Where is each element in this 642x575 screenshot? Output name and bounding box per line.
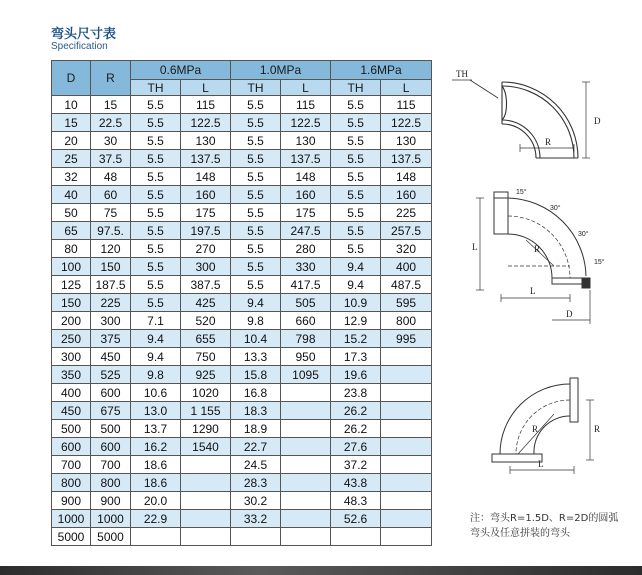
table-row xyxy=(52,132,432,150)
table-cell: 925 xyxy=(181,366,231,384)
table-cell: 5.5 xyxy=(331,186,381,204)
table-cell: 900 xyxy=(91,492,131,510)
table-cell: 40 xyxy=(52,186,91,204)
table-cell: 22.5 xyxy=(91,114,131,132)
table-cell: 1095 xyxy=(281,366,331,384)
label-r: R xyxy=(534,244,541,254)
table-cell xyxy=(381,438,432,456)
table-cell: 122.5 xyxy=(381,114,432,132)
table-cell: 520 xyxy=(181,312,231,330)
table-cell: 5.5 xyxy=(331,114,381,132)
table-row xyxy=(52,114,432,132)
table-cell: 5.5 xyxy=(231,96,281,114)
table-cell: 160 xyxy=(181,186,231,204)
table-cell: 5.5 xyxy=(331,168,381,186)
header-d: D xyxy=(52,61,91,96)
label-d: D xyxy=(566,309,573,319)
flanged-elbow-side-diagram xyxy=(470,370,620,480)
table-cell: 7.1 xyxy=(131,312,181,330)
table-cell: 23.8 xyxy=(331,384,381,402)
table-cell: 595 xyxy=(381,294,432,312)
table-cell xyxy=(181,456,231,474)
table-cell: 9.4 xyxy=(331,258,381,276)
table-cell: 25 xyxy=(52,150,91,168)
label-r-inner: R xyxy=(532,424,539,434)
table-cell: 270 xyxy=(181,240,231,258)
table-cell: 798 xyxy=(281,330,331,348)
table-cell: 50 xyxy=(52,204,91,222)
table-cell: 5.5 xyxy=(131,204,181,222)
table-cell: 97.5. xyxy=(91,222,131,240)
table-cell: 15 xyxy=(91,96,131,114)
table-cell: 15.2 xyxy=(331,330,381,348)
table-cell: 148 xyxy=(181,168,231,186)
table-cell xyxy=(331,528,381,546)
table-cell: 225 xyxy=(91,294,131,312)
table-row xyxy=(52,474,432,492)
table-cell: 655 xyxy=(181,330,231,348)
table-row xyxy=(52,186,432,204)
table-cell: 9.8 xyxy=(231,312,281,330)
table-cell: 5.5 xyxy=(131,222,181,240)
table-cell: 60 xyxy=(91,186,131,204)
table-cell: 100 xyxy=(52,258,91,276)
angle-label: 15° xyxy=(594,259,605,266)
table-cell xyxy=(281,474,331,492)
table-cell xyxy=(181,528,231,546)
table-cell: 175 xyxy=(281,204,331,222)
table-cell: 175 xyxy=(181,204,231,222)
table-cell: 13.0 xyxy=(131,402,181,420)
table-cell: 200 xyxy=(52,312,91,330)
table-cell: 5.5 xyxy=(231,114,281,132)
table-cell: 400 xyxy=(381,258,432,276)
header-row xyxy=(52,61,432,80)
table-row xyxy=(52,258,432,276)
label-l-left: L xyxy=(472,242,478,252)
header-group-1.6mpa: 1.6MPa xyxy=(331,61,432,80)
table-cell: 130 xyxy=(281,132,331,150)
table-cell xyxy=(381,528,432,546)
table-cell: 5.5 xyxy=(131,168,181,186)
table-cell: 5000 xyxy=(91,528,131,546)
subheader-th: TH xyxy=(131,80,181,96)
table-cell: 22.9 xyxy=(131,510,181,528)
table-cell: 18.6 xyxy=(131,474,181,492)
table-cell xyxy=(381,348,432,366)
table-cell: 600 xyxy=(91,438,131,456)
table-cell: 1290 xyxy=(181,420,231,438)
table-cell: 12.9 xyxy=(331,312,381,330)
angle-label: 30° xyxy=(550,205,561,212)
table-cell: 18.9 xyxy=(231,420,281,438)
table-cell xyxy=(381,366,432,384)
table-cell: 1540 xyxy=(181,438,231,456)
table-cell xyxy=(381,384,432,402)
table-cell: 5.5 xyxy=(131,96,181,114)
table-cell: 5.5 xyxy=(331,96,381,114)
table-cell: 350 xyxy=(52,366,91,384)
table-cell: 27.6 xyxy=(331,438,381,456)
table-cell: 18.6 xyxy=(131,456,181,474)
table-cell xyxy=(381,402,432,420)
table-row xyxy=(52,204,432,222)
table-cell: 130 xyxy=(381,132,432,150)
subheader-th: TH xyxy=(231,80,281,96)
table-cell xyxy=(281,402,331,420)
table-row xyxy=(52,222,432,240)
table-row xyxy=(52,96,432,114)
subheader-th: TH xyxy=(331,80,381,96)
header-group-0.6mpa: 0.6MPa xyxy=(131,61,231,80)
table-cell: 122.5 xyxy=(281,114,331,132)
table-cell: 17.3 xyxy=(331,348,381,366)
table-cell: 120 xyxy=(91,240,131,258)
table-cell xyxy=(381,492,432,510)
table-cell: 700 xyxy=(91,456,131,474)
table-cell: 125 xyxy=(52,276,91,294)
table-cell: 30 xyxy=(91,132,131,150)
table-row xyxy=(52,366,432,384)
table-cell: 13.3 xyxy=(231,348,281,366)
table-cell: 15 xyxy=(52,114,91,132)
table-cell: 5.5 xyxy=(231,276,281,294)
table-cell: 5.5 xyxy=(331,222,381,240)
table-cell: 5.5 xyxy=(131,276,181,294)
table-cell xyxy=(281,384,331,402)
table-cell: 137.5 xyxy=(181,150,231,168)
table-cell: 500 xyxy=(91,420,131,438)
table-cell: 48 xyxy=(91,168,131,186)
table-cell: 160 xyxy=(381,186,432,204)
table-cell: 500 xyxy=(52,420,91,438)
table-cell: 37.5 xyxy=(91,150,131,168)
table-row xyxy=(52,150,432,168)
table-cell: 505 xyxy=(281,294,331,312)
table-cell: 5.5 xyxy=(231,168,281,186)
table-cell: 487.5 xyxy=(381,276,432,294)
table-row xyxy=(52,240,432,258)
table-cell: 115 xyxy=(181,96,231,114)
table-cell: 900 xyxy=(52,492,91,510)
table-cell: 300 xyxy=(91,312,131,330)
table-cell: 37.2 xyxy=(331,456,381,474)
footnote: 注：弯头R=1.5D、R=2D的圆弧弯头及任意拼装的弯头 xyxy=(470,513,619,539)
table-cell: 5.5 xyxy=(131,240,181,258)
flanged-elbow-diagram xyxy=(470,180,620,330)
table-cell: 5.5 xyxy=(131,132,181,150)
table-cell: 187.5 xyxy=(91,276,131,294)
table-cell: 137.5 xyxy=(381,150,432,168)
table-cell: 80 xyxy=(52,240,91,258)
table-row xyxy=(52,420,432,438)
table-cell: 65 xyxy=(52,222,91,240)
table-cell: 5.5 xyxy=(331,240,381,258)
table-body xyxy=(52,96,432,546)
subheader-l: L xyxy=(381,80,432,96)
table-cell xyxy=(181,492,231,510)
table-cell xyxy=(281,420,331,438)
table-cell: 450 xyxy=(52,402,91,420)
page-subtitle: Specification xyxy=(51,41,108,52)
table-cell: 375 xyxy=(91,330,131,348)
table-cell: 10.9 xyxy=(331,294,381,312)
table-cell: 150 xyxy=(91,258,131,276)
table-cell: 280 xyxy=(281,240,331,258)
table-cell: 995 xyxy=(381,330,432,348)
table-cell: 33.2 xyxy=(231,510,281,528)
table-row xyxy=(52,456,432,474)
table-cell: 24.5 xyxy=(231,456,281,474)
subheader-l: L xyxy=(181,80,231,96)
table-cell: 26.2 xyxy=(331,420,381,438)
table-cell xyxy=(181,510,231,528)
table-cell: 5000 xyxy=(52,528,91,546)
table-cell: 20.0 xyxy=(131,492,181,510)
table-cell: 115 xyxy=(281,96,331,114)
table-cell: 16.8 xyxy=(231,384,281,402)
table-cell xyxy=(281,456,331,474)
table-cell: 197.5 xyxy=(181,222,231,240)
table-cell: 950 xyxy=(281,348,331,366)
table-cell: 257.5 xyxy=(381,222,432,240)
table-cell: 18.3 xyxy=(231,402,281,420)
table-row xyxy=(52,294,432,312)
table-cell: 387.5 xyxy=(181,276,231,294)
label-d: D xyxy=(594,116,601,126)
table-cell: 225 xyxy=(381,204,432,222)
table-cell: 5.5 xyxy=(231,204,281,222)
table-cell: 9.4 xyxy=(131,330,181,348)
table-cell: 5.5 xyxy=(231,132,281,150)
table-cell: 150 xyxy=(52,294,91,312)
table-row xyxy=(52,438,432,456)
table-cell: 28.3 xyxy=(231,474,281,492)
table-cell: 700 xyxy=(52,456,91,474)
table-cell: 75 xyxy=(91,204,131,222)
table-cell: 16.2 xyxy=(131,438,181,456)
table-cell: 660 xyxy=(281,312,331,330)
table-cell: 19.6 xyxy=(331,366,381,384)
table-cell xyxy=(281,492,331,510)
table-cell: 600 xyxy=(91,384,131,402)
table-cell: 9.4 xyxy=(231,294,281,312)
angle-label: 15° xyxy=(516,189,527,196)
table-row xyxy=(52,528,432,546)
table-cell: 15.8 xyxy=(231,366,281,384)
table-row xyxy=(52,168,432,186)
table-cell: 750 xyxy=(181,348,231,366)
table-cell: 425 xyxy=(181,294,231,312)
table-cell xyxy=(281,528,331,546)
table-cell: 160 xyxy=(281,186,331,204)
table-cell: 300 xyxy=(181,258,231,276)
table-cell: 525 xyxy=(91,366,131,384)
table-row xyxy=(52,510,432,528)
subheader-l: L xyxy=(281,80,331,96)
table-cell: 5.5 xyxy=(231,258,281,276)
table-cell xyxy=(231,528,281,546)
table-cell: 800 xyxy=(91,474,131,492)
table-cell: 43.8 xyxy=(331,474,381,492)
table-cell: 9.8 xyxy=(131,366,181,384)
label-r-right: R xyxy=(594,424,601,434)
table-cell: 10.4 xyxy=(231,330,281,348)
table-cell: 250 xyxy=(52,330,91,348)
specification-table xyxy=(51,60,432,546)
page-title: 弯头尺寸表 xyxy=(51,27,117,42)
table-cell xyxy=(281,510,331,528)
table-row xyxy=(52,492,432,510)
table-cell: 5.5 xyxy=(231,150,281,168)
table-row xyxy=(52,348,432,366)
table-cell: 800 xyxy=(381,312,432,330)
angle-label: 30° xyxy=(578,231,589,238)
table-row xyxy=(52,312,432,330)
table-cell: 5.5 xyxy=(131,294,181,312)
label-l-bottom: L xyxy=(530,286,536,296)
table-cell: 30.2 xyxy=(231,492,281,510)
table-cell xyxy=(381,510,432,528)
table-cell: 48.3 xyxy=(331,492,381,510)
table-cell: 675 xyxy=(91,402,131,420)
table-cell: 115 xyxy=(381,96,432,114)
table-row xyxy=(52,402,432,420)
table-cell: 800 xyxy=(52,474,91,492)
table-cell: 5.5 xyxy=(131,114,181,132)
table-cell xyxy=(381,474,432,492)
table-cell: 10 xyxy=(52,96,91,114)
table-cell: 10.6 xyxy=(131,384,181,402)
table-cell: 5.5 xyxy=(131,258,181,276)
table-cell: 417.5 xyxy=(281,276,331,294)
table-cell: 26.2 xyxy=(331,402,381,420)
table-cell xyxy=(381,456,432,474)
table-row xyxy=(52,384,432,402)
table-row xyxy=(52,330,432,348)
header-group-1.0mpa: 1.0MPa xyxy=(231,61,331,80)
table-cell xyxy=(181,474,231,492)
table-cell: 5.5 xyxy=(131,186,181,204)
table-cell xyxy=(281,438,331,456)
table-cell: 130 xyxy=(181,132,231,150)
table-cell: 52.6 xyxy=(331,510,381,528)
table-cell: 122.5 xyxy=(181,114,231,132)
table-cell: 330 xyxy=(281,258,331,276)
label-l: L xyxy=(538,459,544,469)
table-cell: 137.5 xyxy=(281,150,331,168)
table-cell: 13.7 xyxy=(131,420,181,438)
table-cell: 148 xyxy=(281,168,331,186)
table-cell: 9.4 xyxy=(131,348,181,366)
table-cell: 5.5 xyxy=(231,186,281,204)
table-cell: 5.5 xyxy=(331,204,381,222)
elbow-section-diagram xyxy=(450,64,610,164)
table-cell: 20 xyxy=(52,132,91,150)
table-cell xyxy=(381,420,432,438)
table-cell: 1000 xyxy=(91,510,131,528)
header-r: R xyxy=(91,61,131,96)
table-cell: 1 155 xyxy=(181,402,231,420)
table-cell: 450 xyxy=(91,348,131,366)
table-cell: 22.7 xyxy=(231,438,281,456)
label-r: R xyxy=(545,137,552,147)
table-cell: 1020 xyxy=(181,384,231,402)
table-cell: 32 xyxy=(52,168,91,186)
table-cell: 1000 xyxy=(52,510,91,528)
table-cell: 247.5 xyxy=(281,222,331,240)
table-cell: 320 xyxy=(381,240,432,258)
table-cell: 600 xyxy=(52,438,91,456)
table-cell: 5.5 xyxy=(231,222,281,240)
table-cell: 5.5 xyxy=(331,132,381,150)
table-cell: 300 xyxy=(52,348,91,366)
table-cell: 5.5 xyxy=(231,240,281,258)
table-cell: 400 xyxy=(52,384,91,402)
table-cell: 5.5 xyxy=(331,150,381,168)
table-cell: 9.4 xyxy=(331,276,381,294)
label-th: TH xyxy=(456,69,468,79)
table-cell xyxy=(131,528,181,546)
table-cell: 148 xyxy=(381,168,432,186)
table-row xyxy=(52,276,432,294)
table-cell: 5.5 xyxy=(131,150,181,168)
bottom-bar xyxy=(0,566,642,575)
